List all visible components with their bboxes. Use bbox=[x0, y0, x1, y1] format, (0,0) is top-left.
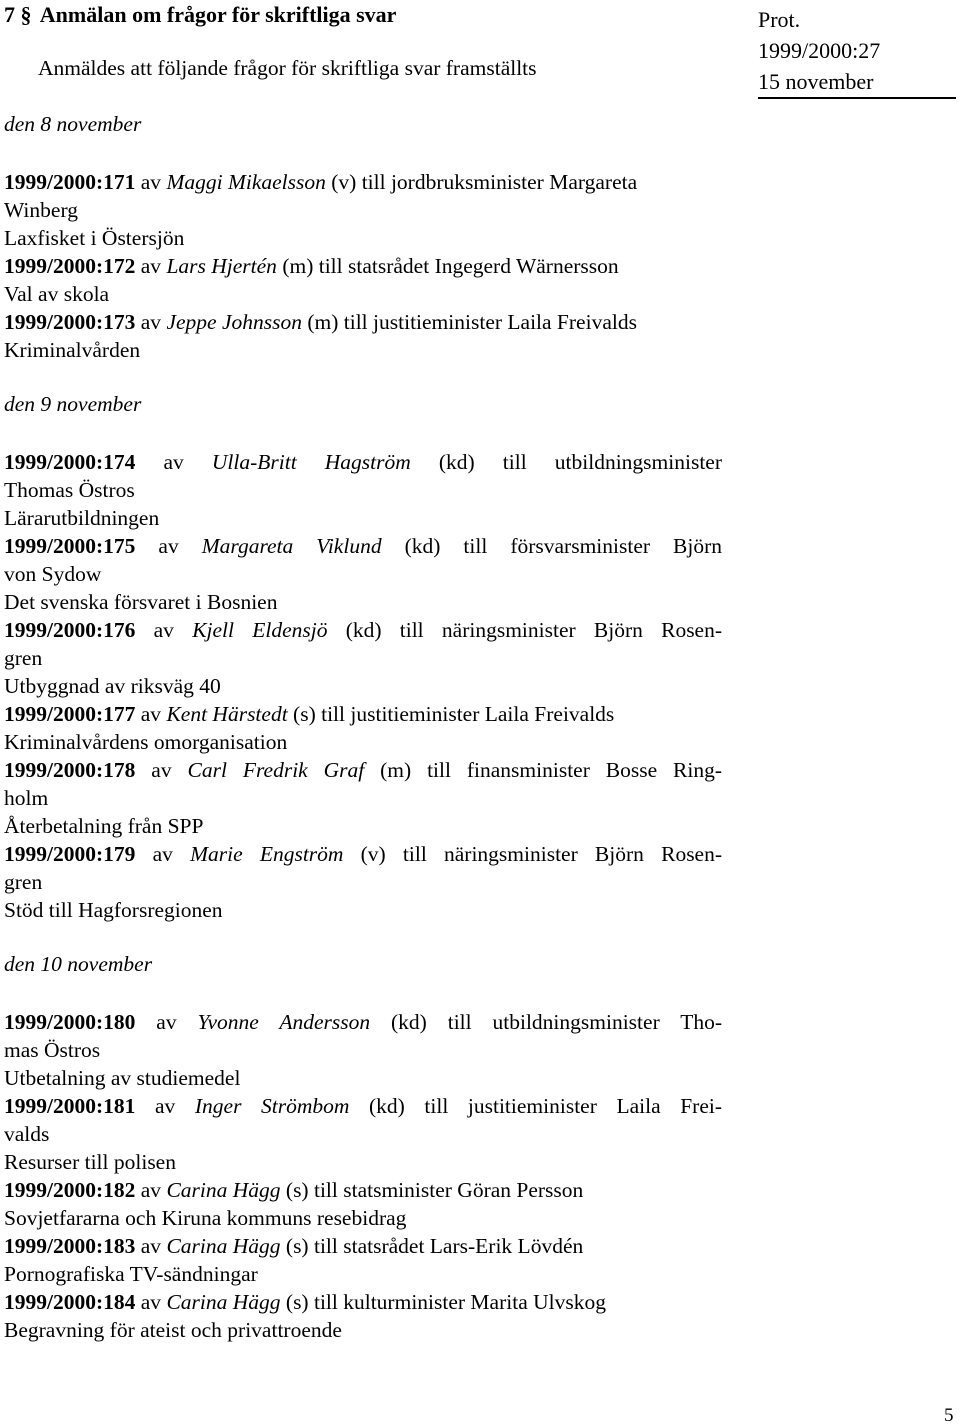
protocol-number: 1999/2000:27 bbox=[758, 38, 881, 63]
question-id: 1999/2000:181 bbox=[4, 1094, 136, 1118]
av-word: av bbox=[158, 534, 179, 558]
question-subject: Utbetalning av studiemedel bbox=[4, 1066, 241, 1090]
av-word: av bbox=[140, 310, 162, 334]
question-subject: Pornografiska TV-sändningar bbox=[4, 1262, 258, 1286]
question-author: Inger Strömbom bbox=[194, 1094, 350, 1118]
protocol-date: 15 november bbox=[758, 69, 874, 94]
question-id: 1999/2000:183 bbox=[4, 1234, 136, 1258]
question-item bbox=[4, 448, 722, 532]
question-item bbox=[4, 532, 722, 616]
question-item bbox=[4, 308, 722, 364]
section-number: 7 bbox=[4, 2, 15, 27]
day-heading: den 9 november bbox=[4, 392, 142, 416]
question-id: 1999/2000:171 bbox=[4, 170, 136, 194]
question-subject: Kriminalvården bbox=[4, 338, 141, 362]
question-recipient: (kd) till utbildningsminister Tho- bbox=[370, 1010, 723, 1034]
question-item bbox=[4, 840, 722, 924]
question-id: 1999/2000:173 bbox=[4, 310, 136, 334]
question-id: 1999/2000:177 bbox=[4, 702, 136, 726]
question-recipient-cont: Thomas Östros bbox=[4, 478, 135, 502]
question-subject: Stöd till Hagforsregionen bbox=[4, 898, 223, 922]
question-recipient: (s) till justitieminister Laila Freivalds bbox=[287, 702, 615, 726]
av-word: av bbox=[140, 254, 162, 278]
protocol-rule bbox=[758, 97, 956, 99]
av-word: av bbox=[163, 450, 184, 474]
question-author: Ulla-Britt Hagström bbox=[211, 450, 411, 474]
question-author: Kent Härstedt bbox=[166, 702, 288, 726]
day-heading: den 8 november bbox=[4, 112, 142, 136]
av-word: av bbox=[154, 1094, 176, 1118]
question-id: 1999/2000:175 bbox=[4, 534, 136, 558]
question-author: Carina Hägg bbox=[166, 1290, 281, 1314]
question-recipient: (kd) till försvarsminister Björn bbox=[381, 534, 723, 558]
question-item bbox=[4, 1232, 722, 1288]
av-word: av bbox=[140, 702, 162, 726]
question-id: 1999/2000:172 bbox=[4, 254, 136, 278]
question-recipient-cont: valds bbox=[4, 1122, 50, 1146]
question-item bbox=[4, 1008, 722, 1092]
question-item bbox=[4, 616, 722, 700]
question-recipient: (s) till statsminister Göran Persson bbox=[280, 1178, 584, 1202]
section-subtitle: Anmäldes att följande frågor för skriftliga svar framställts bbox=[38, 56, 537, 80]
section-sign: § bbox=[20, 2, 32, 27]
question-item bbox=[4, 1288, 722, 1344]
question-id: 1999/2000:180 bbox=[4, 1010, 136, 1034]
question-item bbox=[4, 756, 722, 840]
question-subject: Val av skola bbox=[4, 282, 110, 306]
question-subject: Kriminalvårdens omorganisation bbox=[4, 730, 288, 754]
section-heading bbox=[4, 2, 396, 28]
question-author: Carina Hägg bbox=[166, 1178, 281, 1202]
question-recipient: (m) till statsrådet Ingegerd Wärnersson bbox=[276, 254, 619, 278]
question-recipient-cont: von Sydow bbox=[4, 562, 102, 586]
av-word: av bbox=[151, 758, 172, 782]
av-word: av bbox=[156, 1010, 177, 1034]
question-recipient-cont: holm bbox=[4, 786, 49, 810]
question-item bbox=[4, 168, 722, 252]
question-recipient-cont: mas Östros bbox=[4, 1038, 101, 1062]
question-author: Carl Fredrik Graf bbox=[187, 758, 365, 782]
protocol-label: Prot. bbox=[758, 7, 801, 32]
question-recipient-cont: Winberg bbox=[4, 198, 78, 222]
question-author: Kjell Eldensjö bbox=[192, 618, 328, 642]
av-word: av bbox=[153, 618, 174, 642]
page-number: 5 bbox=[944, 1405, 954, 1426]
question-id: 1999/2000:176 bbox=[4, 618, 136, 642]
question-subject: Återbetalning från SPP bbox=[4, 814, 204, 838]
av-word: av bbox=[152, 842, 173, 866]
question-id: 1999/2000:178 bbox=[4, 758, 136, 782]
question-recipient: (kd) till utbildningsminister bbox=[410, 450, 722, 474]
question-item bbox=[4, 1176, 722, 1232]
question-author: Carina Hägg bbox=[166, 1234, 281, 1258]
question-recipient: (v) till näringsminister Björn Rosen- bbox=[343, 842, 723, 866]
av-word: av bbox=[140, 1290, 162, 1314]
question-author: Margareta Viklund bbox=[201, 534, 382, 558]
question-recipient: (s) till kulturminister Marita Ulvskog bbox=[280, 1290, 606, 1314]
question-subject: Lärarutbildningen bbox=[4, 506, 160, 530]
question-recipient: (v) till jordbruksminister Margareta bbox=[325, 170, 638, 194]
av-word: av bbox=[140, 170, 162, 194]
av-word: av bbox=[140, 1178, 162, 1202]
question-author: Yvonne Andersson bbox=[197, 1010, 371, 1034]
question-subject: Begravning för ateist och privattroende bbox=[4, 1318, 342, 1342]
day-heading: den 10 november bbox=[4, 952, 153, 976]
question-id: 1999/2000:182 bbox=[4, 1178, 136, 1202]
question-item bbox=[4, 700, 722, 756]
question-subject: Sovjetfararna och Kiruna kommuns resebidrag bbox=[4, 1206, 407, 1230]
question-author: Lars Hjertén bbox=[166, 254, 277, 278]
question-author: Jeppe Johnsson bbox=[166, 310, 302, 334]
question-author: Maggi Mikaelsson bbox=[166, 170, 326, 194]
question-recipient: (kd) till justitieminister Laila Frei- bbox=[349, 1094, 723, 1118]
question-subject: Utbyggnad av riksväg 40 bbox=[4, 674, 221, 698]
question-recipient: (m) till justitieminister Laila Freivalds bbox=[301, 310, 637, 334]
question-item bbox=[4, 252, 722, 308]
question-recipient: (m) till finansminister Bosse Ring- bbox=[364, 758, 723, 782]
question-id: 1999/2000:184 bbox=[4, 1290, 136, 1314]
question-recipient: (kd) till näringsminister Björn Rosen- bbox=[327, 618, 723, 642]
av-word: av bbox=[140, 1234, 162, 1258]
question-recipient-cont: gren bbox=[4, 870, 43, 894]
question-item bbox=[4, 1092, 722, 1176]
question-subject: Resurser till polisen bbox=[4, 1150, 176, 1174]
question-recipient: (s) till statsrådet Lars-Erik Lövdén bbox=[280, 1234, 584, 1258]
question-id: 1999/2000:179 bbox=[4, 842, 136, 866]
question-id: 1999/2000:174 bbox=[4, 450, 136, 474]
protocol-reference bbox=[758, 4, 880, 97]
question-author: Marie Engström bbox=[190, 842, 344, 866]
question-recipient-cont: gren bbox=[4, 646, 43, 670]
question-subject: Det svenska försvaret i Bosnien bbox=[4, 590, 278, 614]
section-title: Anmälan om frågor för skriftliga svar bbox=[39, 2, 397, 27]
question-subject: Laxfisket i Östersjön bbox=[4, 226, 185, 250]
